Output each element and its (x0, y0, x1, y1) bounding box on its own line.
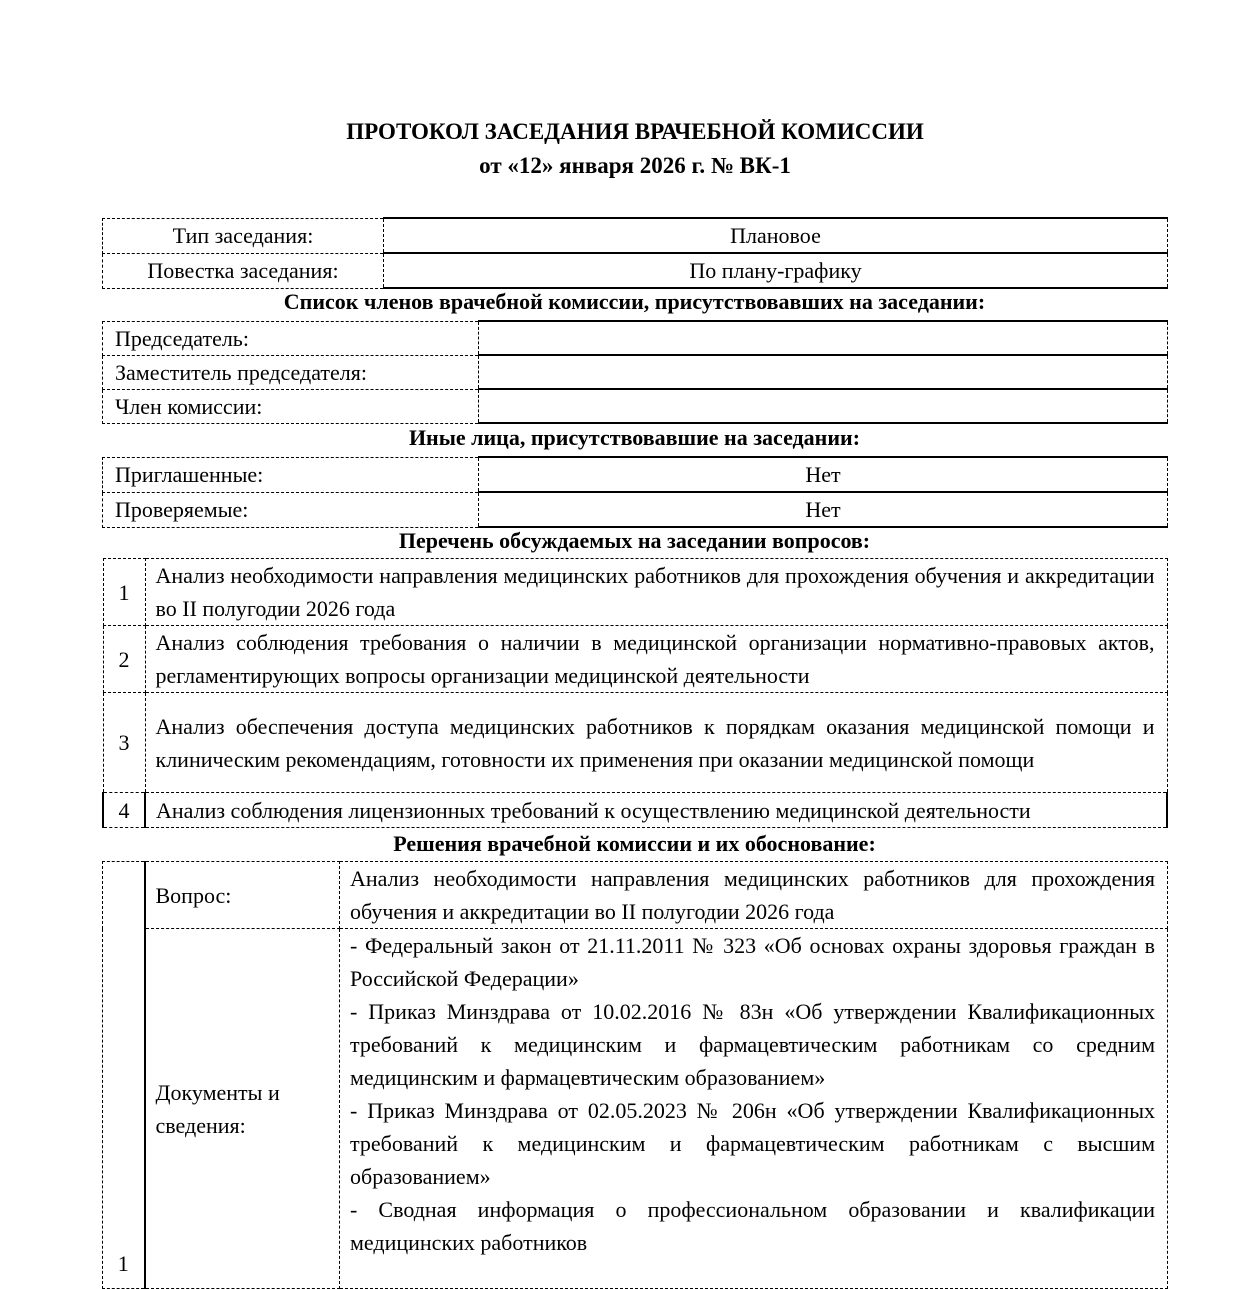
members-table (102, 320, 1168, 424)
meeting-info-table (102, 217, 1168, 289)
document-title: ПРОТОКОЛ ЗАСЕДАНИЯ ВРАЧЕБНОЙ КОМИССИИ (346, 119, 924, 144)
meeting-type-label: Тип заседания: (103, 218, 384, 253)
member-row (103, 321, 1168, 355)
chairman-label: Председатель: (103, 321, 479, 355)
decision-number-text: 1 (117, 1251, 129, 1276)
commission-member-label: Член комиссии: (103, 389, 479, 423)
member-row (103, 389, 1168, 423)
question-row (103, 626, 1167, 693)
document-item: - Федеральный закон от 21.11.2011 № 323 «Об основах охраны здоровья граждан в Российской Федерации» (350, 933, 1155, 991)
meeting-type-value: Плановое (384, 218, 1168, 253)
question-row (103, 793, 1167, 828)
invited-label: Приглашенные: (103, 457, 479, 492)
inspected-label: Проверяемые: (103, 492, 479, 527)
others-row (103, 492, 1168, 527)
question-row (103, 693, 1167, 793)
question-text: Анализ соблюдения требования о наличии в медицинской организации нормативно-правовых актов, регламентирующих вопросы организации медицинской деятельности (145, 626, 1167, 693)
decision-documents-row (103, 929, 1168, 1289)
document-item: - Приказ Минздрава от 02.05.2023 № 206н «Об утверждении Квалификационных требований к медицинским и фармацевтическим работникам с высшим образованием» (350, 1098, 1155, 1189)
member-row (103, 355, 1168, 389)
questions-table (102, 558, 1168, 828)
question-number: 1 (103, 559, 145, 626)
chairman-value (479, 321, 1168, 355)
question-text: Анализ необходимости направления медицинских работников для прохождения обучения и аккредитации во II полугодии 2026 года (145, 559, 1167, 626)
decision-question-row (103, 862, 1168, 929)
meeting-agenda-label: Повестка заседания: (103, 253, 384, 288)
members-heading: Список членов врачебной комиссии, присутствовавших на заседании: (283, 289, 986, 314)
questions-heading: Перечень обсуждаемых на заседании вопросов: (398, 528, 871, 553)
commission-member-value (479, 389, 1168, 423)
document-item: - Приказ Минздрава от 10.02.2016 № 83н «Об утверждении Квалификационных требований к медицинским и фармацевтическим работникам со средним медицинским и фармацевтическим образованием» (350, 999, 1155, 1090)
question-number: 2 (103, 626, 145, 693)
meeting-type-row (103, 218, 1168, 253)
decision-question-text: Анализ необходимости направления медицинских работников для прохождения обучения и аккредитации во II полугодии 2026 года (340, 862, 1168, 929)
decision-documents-label: Документы и сведения: (145, 929, 340, 1289)
meeting-agenda-row (103, 253, 1168, 288)
document-subtitle: от «12» января 2026 г. № ВК-1 (479, 153, 791, 178)
document-item: - Сводная информация о профессиональном образовании и квалификации медицинских работников (350, 1197, 1155, 1255)
deputy-chairman-label: Заместитель председателя: (103, 355, 479, 389)
decisions-table (102, 861, 1168, 1289)
meeting-agenda-value: По плану-графику (384, 253, 1168, 288)
question-row (103, 559, 1167, 626)
question-text: Анализ обеспечения доступа медицинских работников к порядкам оказания медицинской помощи и клиническим рекомендациям, готовности их применения при оказании медицинской помощи (145, 693, 1167, 793)
others-table (102, 456, 1168, 528)
invited-value: Нет (479, 457, 1168, 492)
inspected-value: Нет (479, 492, 1168, 527)
decision-question-label: Вопрос: (145, 862, 340, 929)
decision-number (103, 862, 145, 1289)
decisions-heading: Решения врачебной комиссии и их обоснование: (393, 831, 876, 856)
question-number: 4 (103, 793, 145, 828)
question-text: Анализ соблюдения лицензионных требований к осуществлению медицинской деятельности (145, 793, 1167, 828)
deputy-chairman-value (479, 355, 1168, 389)
decision-documents-list (340, 929, 1168, 1289)
others-heading: Иные лица, присутствовавшие на заседании: (408, 425, 861, 450)
question-number: 3 (103, 693, 145, 793)
others-row (103, 457, 1168, 492)
